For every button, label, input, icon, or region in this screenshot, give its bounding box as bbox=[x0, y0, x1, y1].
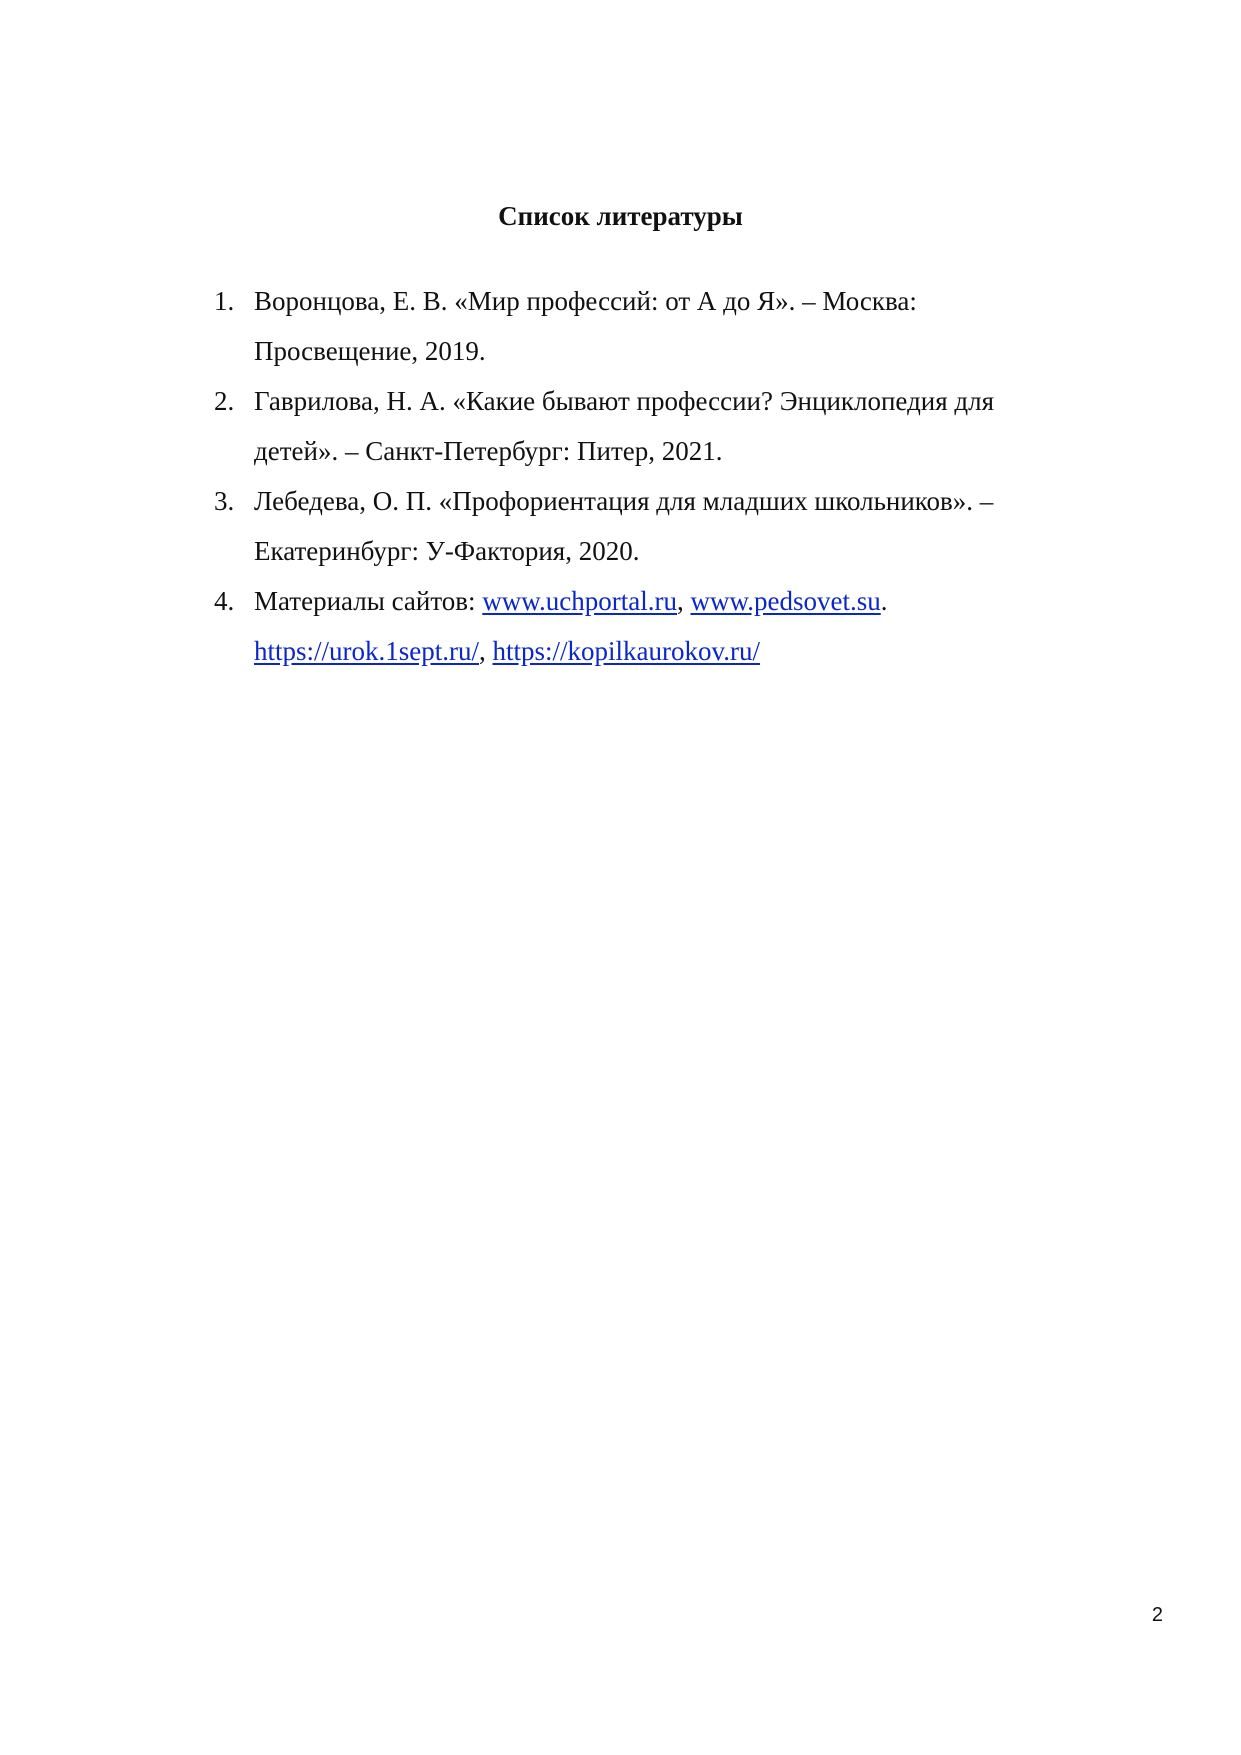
link-uchportal[interactable]: www.uchportal.ru bbox=[482, 586, 678, 616]
page-title: Список литературы bbox=[498, 201, 743, 231]
reference-text: Гаврилова, Н. А. «Какие бывают профессии? Энциклопедия для детей». – Санкт-Петербург: Питер, 2021. bbox=[254, 386, 995, 466]
reference-item-2 bbox=[214, 376, 1074, 476]
link-pedsovet[interactable]: www.pedsovet.su bbox=[690, 586, 881, 616]
reference-prefix: Материалы сайтов: bbox=[254, 586, 483, 616]
reference-text: Воронцова, Е. В. «Мир профессий: от А до Я». – Москва: Просвещение, 2019. bbox=[254, 286, 917, 366]
reference-number: 2. bbox=[214, 386, 235, 416]
reference-item-4 bbox=[214, 576, 1074, 676]
reference-number: 3. bbox=[214, 486, 235, 516]
reference-list bbox=[214, 276, 1074, 676]
reference-number: 4. bbox=[214, 586, 235, 616]
reference-item-1 bbox=[214, 276, 1074, 376]
link-separator: . bbox=[880, 586, 888, 616]
reference-text: Лебедева, О. П. «Профориентация для младших школьников». – Екатеринбург: У-Фактория, 2020. bbox=[254, 486, 994, 566]
link-separator: , bbox=[479, 636, 493, 666]
link-urok-1sept[interactable]: https://urok.1sept.ru/ bbox=[254, 636, 479, 666]
page-number: 2 bbox=[1151, 1604, 1163, 1626]
reference-item-3 bbox=[214, 476, 1074, 576]
reference-text bbox=[254, 576, 1074, 676]
link-kopilkaurokov[interactable]: https://kopilkaurokov.ru/ bbox=[492, 636, 760, 666]
reference-number: 1. bbox=[214, 286, 235, 316]
link-separator: , bbox=[677, 586, 691, 616]
